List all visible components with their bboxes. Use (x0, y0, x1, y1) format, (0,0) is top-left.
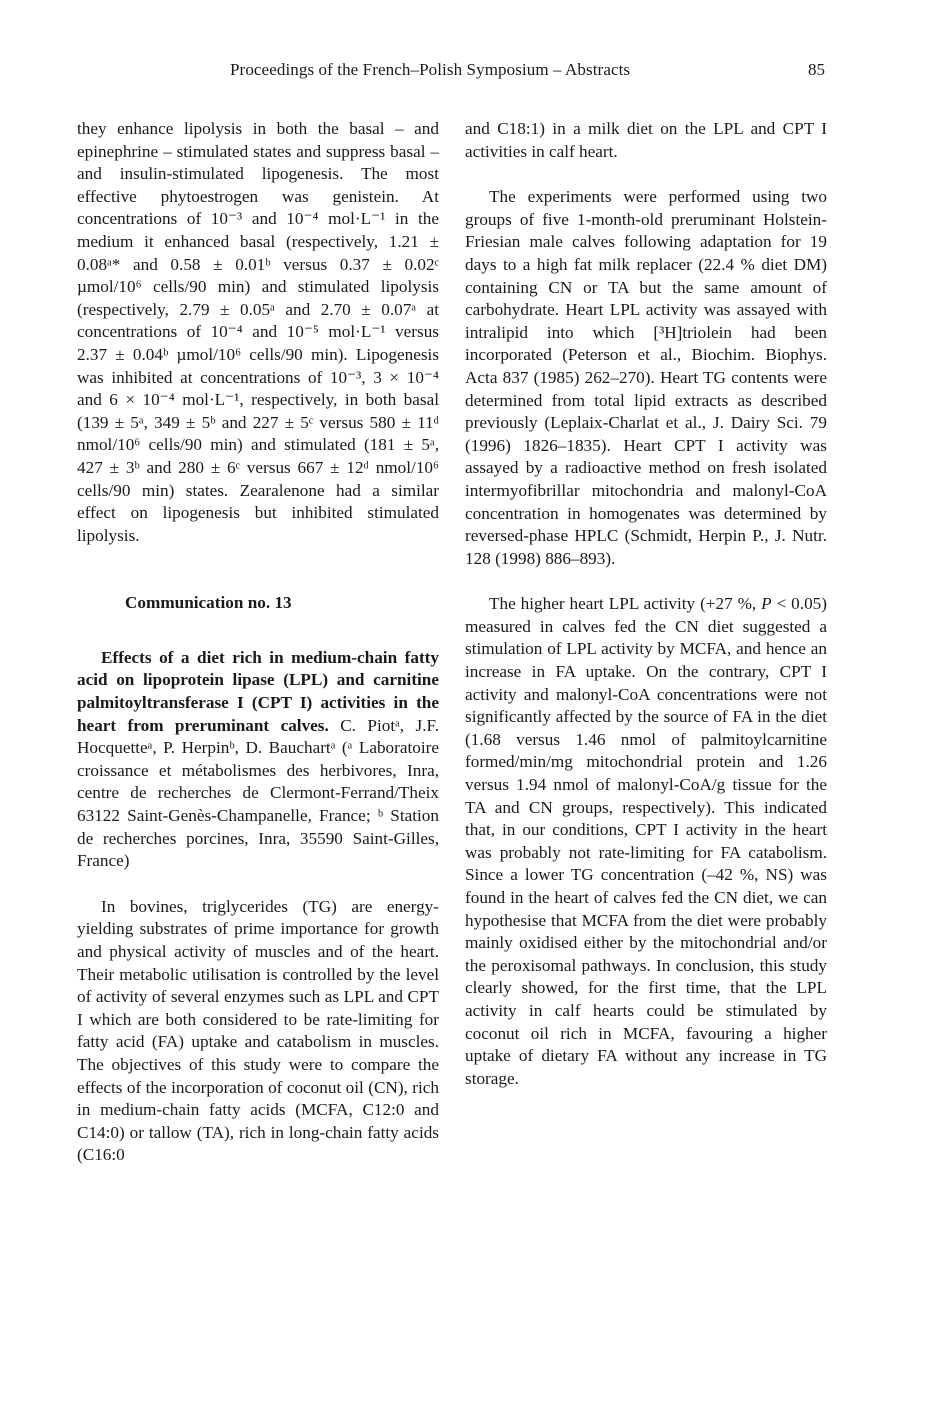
methods-paragraph: The experiments were performed using two groups of five 1-month-old preruminant Holstein-Friesian male calves following adaptation for 19 days to a high fat milk replacer (22.4 % diet DM) containing CN or TA but the same amount of carbohydrate. Heart LPL activity was assayed with intralipid into which [³H]triolein had been incorporated (Peterson et al., Biochim. Biophys. Acta 837 (1985) 262–270). Heart TG contents were determined from total lipid extracts as described previously (Leplaix-Charlat et al., J. Dairy Sci. 79 (1996) 1826–1835). Heart CPT I activity was assayed by a radioactive method on fresh isolated intermyofibrillar mitochondria and malonyl-CoA concentration in homogenates was determined by reversed-phase HPLC (Schmidt, Herpin P., J. Nutr. 128 (1998) 886–893). (465, 187, 827, 568)
intro-paragraph: In bovines, triglycerides (TG) are energy-yielding substrates of prime importance for growth and physical activity of muscles and of the heart. Their metabolic utilisation is controlled by the level of activity of several enzymes such as LPL and CPT I which are both considered to be rate-limiting for fatty acid (FA) uptake and catabolism in muscles. The objectives of this study were to compare the effects of the incorporation of coconut oil (CN), rich in medium-chain fatty acids (MCFA, C12:0 and C14:0) or tallow (TA), rich in long-chain fatty acids (C16:0 (77, 896, 439, 1165)
page-header (0, 55, 930, 85)
communication-heading: Communication no. 13 (125, 593, 292, 613)
results-text-rest: < 0.05) measured in calves fed the CN diet suggested a stimulation of LPL activity by MCFA, and hence an increase in FA uptake. On the contrary, CPT I activity and malonyl-CoA concentrations were not significantly affected by the source of FA in the diet (1.68 versus 1.46 nmol of palmitoylcarnitine formed/min/mg mitochondrial protein and 1.26 versus 1.94 nmol of malonyl-CoA/g tissue for the TA and CN groups, respectively). This indicated that, in our conditions, CPT I activity in the heart was probably not rate-limiting for FA catabolism. Since a lower TG concentration (–42 %, NS) was found in the heart of calves fed the CN diet, we can hypothesise that MCFA from the diet were probably mainly oxidised either by the mitochondrial and/or the peroxisomal pathways. In conclusion, this study clearly showed, for the first time, that the LPL activity in calf hearts could be stimulated by coconut oil rich in MCFA, favouring a higher uptake of dietary FA without any increase in TG storage. (465, 594, 827, 1088)
results-text-start: The higher heart LPL activity (+27 %, (489, 594, 762, 614)
p-value-symbol: P (761, 594, 772, 614)
page-number: 85 (808, 60, 825, 79)
continuation-paragraph: they enhance lipolysis in both the basal – and epinephrine – stimulated states and suppress basal – and insulin-stimulated lipogenesis. The most effective phytoestrogen was genistein. At concentrations of 10⁻³ and 10⁻⁴ mol·L⁻¹ in the medium it enhanced basal (respectively, 1.21 ± 0.08ᵃ* and 0.58 ± 0.01ᵇ versus 0.37 ± 0.02ᶜ µmol/10⁶ cells/90 min) and stimulated lipolysis (respectively, 2.79 ± 0.05ᵃ and 2.70 ± 0.07ᵃ at concentrations of 10⁻⁴ and 10⁻⁵ mol·L⁻¹ versus 2.37 ± 0.04ᵇ µmol/10⁶ cells/90 min). Lipogenesis was inhibited at concentrations of 10⁻³, 3 × 10⁻⁴ and 6 × 10⁻⁴ mol·L⁻¹, respectively, in both basal (139 ± 5ᵃ, 349 ± 5ᵇ and 227 ± 5ᶜ versus 580 ± 11ᵈ nmol/10⁶ cells/90 min) and stimulated (181 ± 5ᵃ, 427 ± 3ᵇ and 280 ± 6ᶜ versus 667 ± 12ᵈ nmol/10⁶ cells/90 min) states. Zearalenone had a similar effect on lipogenesis but inhibited stimulated lipolysis. (77, 119, 439, 545)
right-column (465, 118, 827, 1090)
abstract-title: Effects of a diet rich in medium-chain fatty acid on lipoprotein lipase (LPL) and carnitine palmitoyltransferase I (CPT I) activities in the heart from preruminant calves. (77, 647, 439, 735)
abstract-header (77, 647, 439, 873)
intro-continuation: and C18:1) in a milk diet on the LPL and CPT I activities in calf heart. (465, 119, 827, 161)
left-column (77, 118, 439, 1167)
authors-affiliations: C. Piotᵃ, J.F. Hocquetteᵃ, P. Herpinᵇ, D. Bauchartᵃ (ᵃ Laboratoire croissance et métabolismes des herbivores, Inra, centre de recherches de Clermont-Ferrand/Theix 63122 Saint-Genès-Champanelle, France; ᵇ Station de recherches porcines, Inra, 35590 Saint-Gilles, France) (77, 715, 439, 871)
results-paragraph (465, 593, 827, 1090)
running-title: Proceedings of the French–Polish Symposium – Abstracts (230, 60, 631, 79)
